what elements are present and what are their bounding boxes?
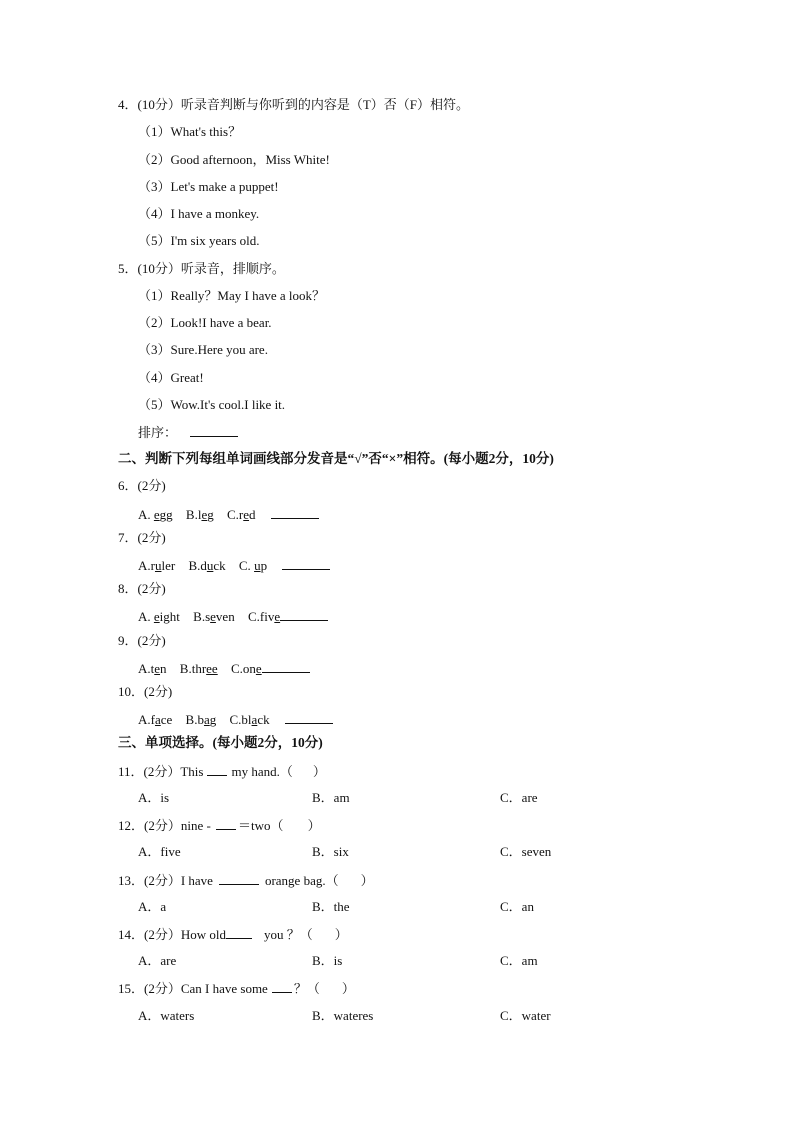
fill-blank[interactable] — [272, 980, 292, 993]
q12-option-b[interactable]: B．six — [312, 844, 349, 859]
fill-blank[interactable] — [216, 817, 236, 830]
answer-blank[interactable] — [285, 711, 333, 724]
fill-blank[interactable] — [219, 872, 259, 885]
q15-option-b[interactable]: B．wateres — [312, 1008, 374, 1023]
q12-option-c[interactable]: C．seven — [500, 844, 552, 859]
q13-option-a[interactable]: A．a — [138, 899, 167, 914]
q11-option-b[interactable]: B．am — [312, 790, 350, 805]
question-12-stem: 12．(2分）nine - ＝two（ ） — [118, 818, 321, 833]
q4-item-2: （2）Good afternoon，Miss White! — [138, 152, 330, 167]
answer-blank[interactable] — [262, 660, 310, 673]
q11-option-c[interactable]: C．are — [500, 790, 538, 805]
q14-option-c[interactable]: C．am — [500, 953, 538, 968]
question-9-options: A.ten B.three C.one — [138, 660, 310, 677]
answer-blank[interactable] — [280, 608, 328, 621]
answer-blank[interactable] — [271, 506, 319, 519]
order-answer-blank[interactable] — [190, 424, 238, 437]
q4-item-3: （3）Let's make a puppet! — [138, 179, 279, 194]
question-4-stem: 4．(10分）听录音判断与你听到的内容是（T）否（F）相符。 — [118, 97, 470, 112]
q4-item-4: （4）I have a monkey. — [138, 206, 260, 221]
q14-option-a[interactable]: A．are — [138, 953, 177, 968]
q5-item-1: （1）Really？May I have a look？ — [138, 288, 326, 303]
question-5-stem: 5．(10分）听录音，排顺序。 — [118, 261, 285, 276]
question-10-options: A.face B.bag C.black — [138, 711, 333, 728]
question-7-stem: 7．(2分) — [118, 530, 166, 545]
q14-option-b[interactable]: B．is — [312, 953, 343, 968]
q4-item-1: （1）What's this？ — [138, 124, 242, 139]
q15-option-c[interactable]: C．water — [500, 1008, 551, 1023]
question-7-options: A.ruler B.duck C. up — [138, 557, 330, 574]
question-14-stem: 14．(2分）How old you ？（ ） — [118, 927, 348, 942]
question-8-stem: 8．(2分) — [118, 581, 166, 596]
q13-option-c[interactable]: C．an — [500, 899, 534, 914]
question-13-stem: 13．(2分）I have orange bag.（ ） — [118, 873, 374, 888]
q12-option-a[interactable]: A．five — [138, 844, 181, 859]
q5-item-2: （2）Look!I have a bear. — [138, 315, 272, 330]
q5-order-row — [138, 424, 238, 441]
q5-item-5: （5）Wow.It's cool.I like it. — [138, 397, 286, 412]
question-15-stem: 15．(2分）Can I have some ？（ ） — [118, 981, 355, 996]
fill-blank[interactable] — [226, 926, 252, 939]
section-2-heading: 二、判断下列每组单词画线部分发音是“√”否“×”相符。(每小题2分，10分) — [118, 451, 554, 466]
question-9-stem: 9．(2分) — [118, 633, 166, 648]
order-label: 排序： — [138, 425, 178, 440]
answer-blank[interactable] — [282, 557, 330, 570]
section-3-heading: 三、单项选择。(每小题2分，10分) — [118, 735, 323, 750]
question-6-options: A. egg B.leg C.red — [138, 506, 319, 523]
question-10-stem: 10．(2分) — [118, 684, 173, 699]
q13-option-b[interactable]: B．the — [312, 899, 350, 914]
question-8-options: A. eight B.seven C.five — [138, 608, 328, 625]
question-6-stem: 6．(2分) — [118, 478, 166, 493]
q5-item-3: （3）Sure.Here you are. — [138, 342, 268, 357]
q5-item-4: （4）Great! — [138, 370, 204, 385]
q15-option-a[interactable]: A．waters — [138, 1008, 195, 1023]
q11-option-a[interactable]: A．is — [138, 790, 170, 805]
q4-item-5: （5）I'm six years old. — [138, 233, 260, 248]
fill-blank[interactable] — [207, 763, 227, 776]
question-11-stem: 11．(2分）This my hand.（ ） — [118, 764, 326, 779]
